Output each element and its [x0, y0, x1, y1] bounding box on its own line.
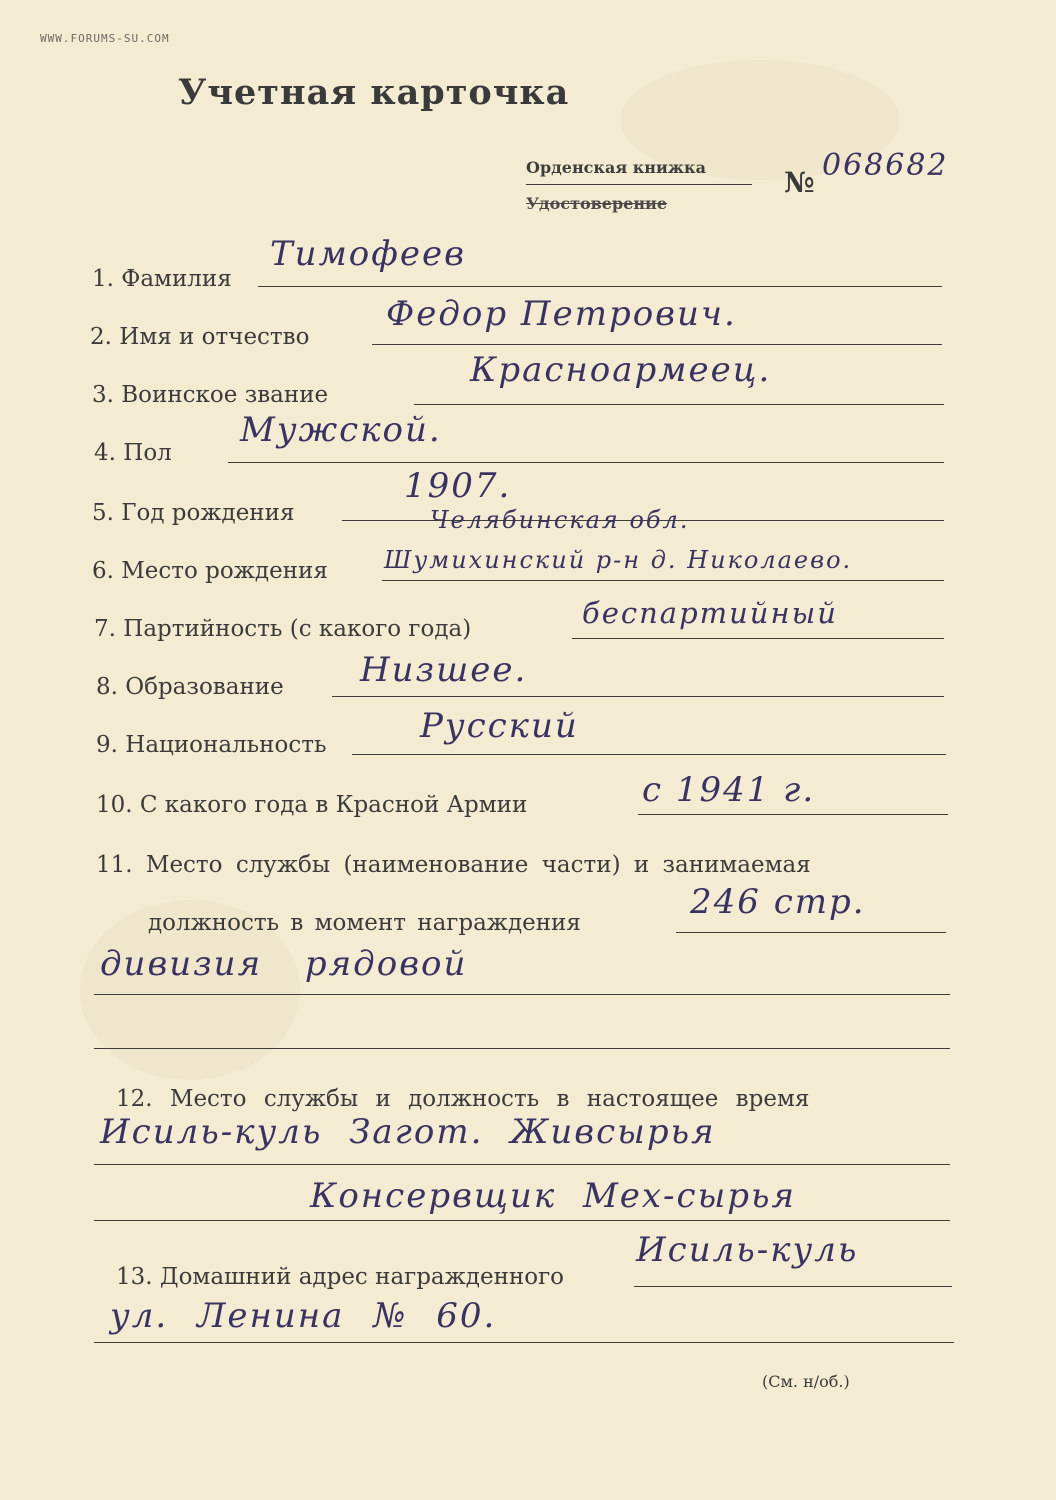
field-nationality-label: 9. Национальность [96, 732, 327, 758]
header-underline [526, 184, 752, 185]
field-service-position-line [676, 932, 946, 933]
field-address-line-1 [634, 1286, 952, 1287]
field-name-label: 2. Имя и отчество [90, 324, 310, 350]
field-birth-year-value: 1907. [404, 466, 512, 506]
field-current-service-line-2 [94, 1220, 950, 1221]
field-surname-value: Тимофеев [270, 234, 466, 274]
field-service-line-2 [94, 994, 950, 995]
field-education-label: 8. Образование [96, 674, 284, 700]
field-address-label: 13. Домашний адрес награжденного [116, 1264, 564, 1290]
field-birth-year-label: 5. Год рождения [92, 500, 295, 526]
field-birthplace-region: Челябинская обл. [430, 506, 690, 534]
field-army-year-value: с 1941 г. [642, 770, 816, 810]
order-book-label: Орденская книжка [526, 158, 706, 177]
field-current-service-value-2: Консервщик Мех-сырья [310, 1176, 797, 1216]
field-service-place-label: 11. Место службы (наименование части) и занимаемая [96, 852, 811, 878]
field-education-line [332, 696, 944, 697]
field-service-position-value: 246 стр. [690, 882, 866, 922]
field-rank-label: 3. Воинское звание [92, 382, 329, 408]
field-birthplace-label: 6. Место рождения [92, 558, 328, 584]
field-rank-line [414, 404, 944, 405]
number-sign: № [784, 166, 815, 199]
field-current-service-value-1: Исиль-куль Загот. Живсырья [100, 1112, 716, 1152]
field-surname-line [258, 286, 942, 287]
field-rank-value: Красноармеец. [470, 350, 772, 390]
footer-note: (См. н/об.) [762, 1372, 850, 1391]
field-nationality-line [352, 754, 946, 755]
field-sex-label: 4. Пол [94, 440, 172, 466]
document-number: 068682 [822, 148, 949, 183]
field-address-value-1: Исиль-куль [636, 1230, 859, 1270]
field-party-label: 7. Партийность (с какого года) [94, 616, 472, 642]
watermark: WWW.FORUMS-SU.COM [40, 32, 170, 45]
field-address-value-2: ул. Ленина № 60. [110, 1296, 497, 1336]
field-service-position-value-2: дивизия рядовой [100, 944, 468, 984]
field-surname-label: 1. Фамилия [92, 266, 232, 292]
field-birthplace-line [382, 580, 944, 581]
field-address-line-2 [94, 1342, 954, 1343]
certificate-label: Удостоверение [526, 194, 668, 213]
field-current-service-line-1 [94, 1164, 950, 1165]
field-sex-value: Мужской. [240, 410, 442, 450]
field-name-value: Федор Петрович. [386, 294, 737, 334]
field-name-line [372, 344, 942, 345]
field-current-service-label: 12. Место службы и должность в настоящее время [116, 1086, 810, 1112]
field-service-line-3 [94, 1048, 950, 1049]
field-birthplace-value: Шумихинский р-н д. Николаево. [384, 546, 853, 574]
field-sex-line [228, 462, 944, 463]
field-party-value: беспартийный [582, 596, 838, 630]
field-service-position-label: должность в момент награждения [148, 910, 581, 936]
field-education-value: Низшее. [360, 650, 528, 690]
field-nationality-value: Русский [420, 706, 579, 746]
field-army-year-label: 10. С какого года в Красной Армии [96, 792, 528, 818]
field-army-year-line [638, 814, 948, 815]
page-title: Учетная карточка [178, 72, 570, 113]
field-party-line [572, 638, 944, 639]
